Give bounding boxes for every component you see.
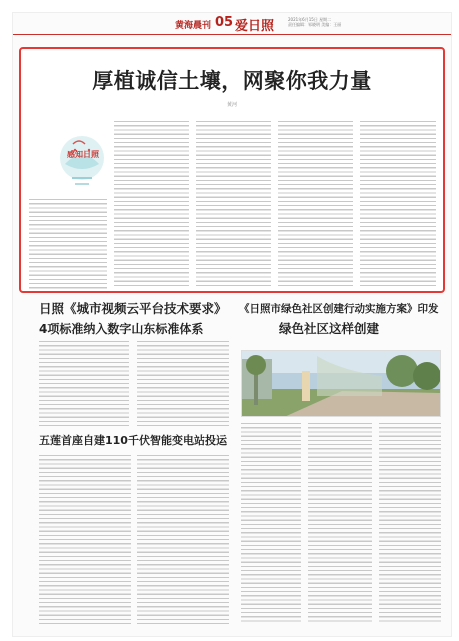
- article-headline-line1: 日照《城市视频云平台技术要求》: [39, 301, 227, 316]
- featured-article-body: [29, 199, 107, 289]
- column-logo: [57, 134, 107, 194]
- article-body: [308, 423, 372, 623]
- column-logo-emblem: [57, 134, 107, 194]
- featured-article-byline: 黄河: [226, 102, 237, 108]
- page-number: 05: [215, 15, 234, 30]
- masthead-editor: 责任编辑：邹晓明 美编：王丽: [288, 22, 342, 27]
- article-body: [39, 341, 129, 428]
- article-body: [137, 455, 229, 625]
- article-headline[interactable]: 五莲首座自建110千伏智能变电站投运: [39, 434, 227, 447]
- community-photo: [241, 350, 441, 417]
- article-body: [39, 455, 131, 625]
- featured-article-body: [196, 121, 271, 289]
- paper-name: 黄海晨刊: [175, 21, 212, 31]
- article-body: [137, 341, 229, 428]
- article-body: [379, 423, 441, 623]
- article-subheadline[interactable]: 绿色社区这样创建: [279, 321, 380, 336]
- featured-article[interactable]: [19, 47, 445, 293]
- column-logo-text: 感知日照: [67, 149, 99, 159]
- featured-article-title: 厚植诚信土壤，网聚你我力量: [92, 69, 372, 93]
- section-title: 爱日照: [235, 19, 275, 34]
- newspaper-page: [12, 12, 452, 637]
- masthead-meta: [288, 17, 368, 27]
- featured-article-body: [278, 121, 353, 289]
- article-headline[interactable]: [39, 301, 239, 317]
- masthead-date: 2021年6月15日 星期二: [288, 17, 332, 22]
- masthead: [13, 13, 452, 35]
- article-headline[interactable]: 《日照市绿色社区创建行动实施方案》印发: [239, 303, 439, 315]
- featured-article-body: [360, 121, 436, 289]
- photo-image: [242, 351, 441, 417]
- article-body: [241, 423, 301, 623]
- article-subheadline[interactable]: 4项标准纳入数字山东标准体系: [39, 322, 204, 336]
- featured-article-body: [114, 121, 189, 289]
